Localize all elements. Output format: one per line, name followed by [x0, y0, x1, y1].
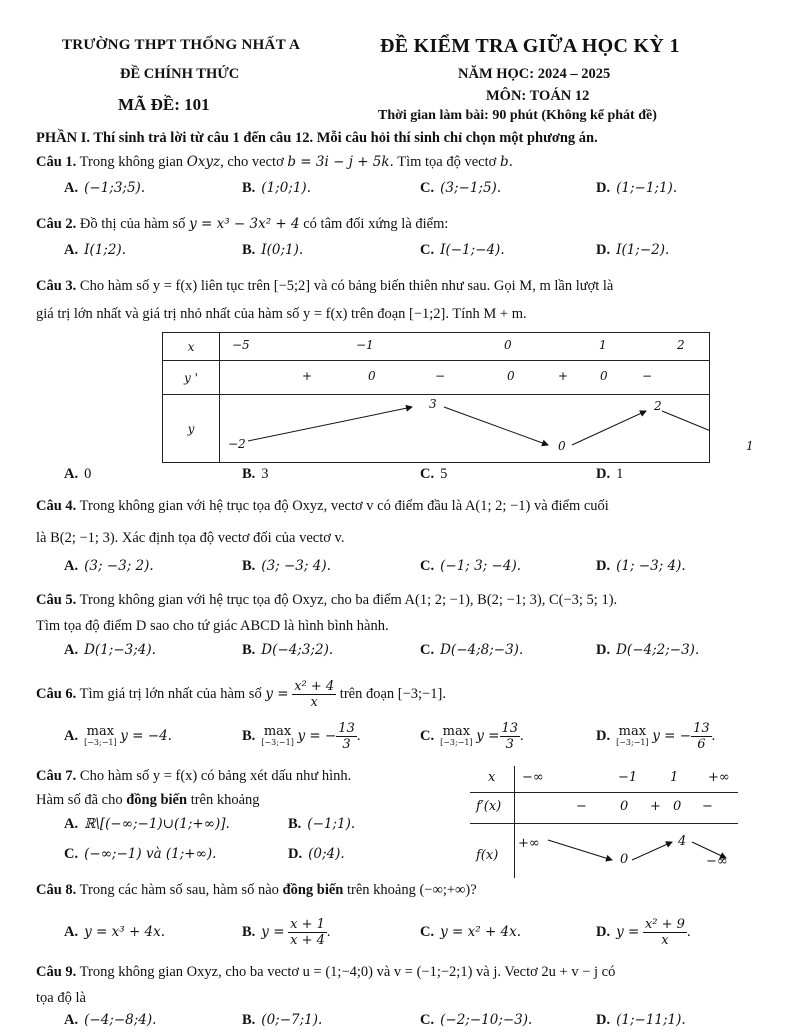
question-7-line-1: [36, 768, 351, 785]
q3-y-row: [220, 395, 754, 463]
q2-option-c[interactable]: C. I(−1;−4).: [420, 242, 505, 258]
school-year: NĂM HỌC: 2024 – 2025: [458, 66, 611, 82]
q7-x-val: 1: [670, 770, 679, 785]
q7-x-val: +∞: [708, 770, 730, 785]
q7-text-2b: đồng biến: [126, 792, 188, 808]
q7-option-b[interactable]: B. (−1;1).: [288, 816, 356, 832]
q6-y-eq: y =: [265, 686, 289, 702]
q7-option-c[interactable]: C. (−∞;−1) và (1;+∞).: [64, 846, 217, 862]
q3-option-c[interactable]: C. 5: [420, 466, 448, 482]
q9-option-b[interactable]: B. (0;−7;1).: [242, 1012, 323, 1028]
q6-option-c[interactable]: C. max [−3;−1] y = $\frac{13}{3}$ .: [420, 721, 524, 753]
q6-fraction: $\frac{\text{x² + 4}}{x}$: [294, 679, 335, 711]
q7-sign: −: [576, 799, 587, 814]
q1-text-b: , cho vectơ: [220, 154, 284, 170]
q2-option-d[interactable]: D. I(1;−2).: [596, 242, 670, 258]
q3-y-val: 1: [746, 439, 754, 453]
q7-sign: 0: [620, 799, 629, 814]
q1-text: Trong không gian: [79, 154, 184, 170]
q7-x-label: x: [488, 770, 496, 785]
q8-option-a[interactable]: A. y = x³ + 4x.: [64, 924, 166, 940]
q3-sign: −: [642, 369, 653, 383]
q3-x-val: −5: [232, 338, 250, 352]
q3-y-val: 3: [429, 397, 437, 411]
q7-f-val: −∞: [706, 854, 728, 869]
q3-sign: +: [302, 369, 313, 383]
question-5-line-2: [36, 618, 389, 635]
time-limit: Thời gian làm bài: 90 phút (Không kể phát đề): [378, 108, 657, 123]
question-4-line-1: [36, 498, 609, 515]
q1-oxyz: Oxyz: [186, 154, 221, 170]
q6-text: Tìm giá trị lớn nhất của hàm số: [79, 686, 262, 702]
part-heading: PHẦN I. Thí sinh trả lời từ câu 1 đến câu 12. Mỗi câu hỏi thí sinh chỉ chọn một phương án.: [36, 130, 598, 146]
exam-code: MÃ ĐỀ: 101: [118, 95, 210, 114]
q7-text-1: Cho hàm số y = f(x) có bảng xét dấu như hình.: [79, 768, 352, 784]
q2-option-a[interactable]: A. I(1;2).: [64, 242, 126, 258]
q8-option-d[interactable]: D. y = $\frac{\text{x² + 9}}{x}$ .: [596, 917, 691, 949]
q7-text-2a: Hàm số đã cho: [36, 792, 123, 808]
q4-options: [64, 558, 784, 580]
question-8: [36, 882, 477, 899]
q5-text-2: Tìm tọa độ điểm D sao cho tứ giác ABCD là hình bình hành.: [36, 618, 389, 634]
q3-text-2: giá trị lớn nhất và giá trị nhỏ nhất của hàm số y = f(x) trên đoạn [−1;2]. Tính M + m.: [36, 306, 527, 322]
question-2: [36, 216, 448, 233]
q3-label: Câu 3.: [36, 278, 77, 294]
q2-label: Câu 2.: [36, 216, 77, 232]
q3-sign-row: [220, 361, 710, 395]
q1-option-b[interactable]: B. (1;0;1).: [242, 180, 311, 196]
q3-x-val: 1: [599, 338, 607, 352]
q5-option-a[interactable]: A. D(1;−3;4).: [64, 642, 156, 658]
q9-text-1: Trong không gian Oxyz, cho ba vectơ u = (1;−4;0) và v = (−1;−2;1) và j. Vectơ 2u + v − j có: [79, 964, 616, 980]
q7-fp-label: f′(x): [476, 799, 502, 814]
q1-label: Câu 1.: [36, 154, 77, 170]
q3-option-b[interactable]: B. 3: [242, 466, 269, 482]
q1-options: [64, 180, 784, 202]
q3-y-label: y: [163, 395, 220, 463]
q3-x-val: −1: [356, 338, 374, 352]
q7-sign: −: [702, 799, 713, 814]
question-1: [36, 154, 513, 171]
q1-option-a[interactable]: A. (−1;3;5).: [64, 180, 146, 196]
question-3-line-1: [36, 278, 613, 295]
q9-option-a[interactable]: A. (−4;−8;4).: [64, 1012, 157, 1028]
q1-vector-b: b.: [499, 154, 513, 170]
q4-option-c[interactable]: C. (−1; 3; −4).: [420, 558, 522, 574]
q1-vector: b = 3i − j + 5k.: [287, 154, 394, 170]
q7-text-2c: trên khoảng: [190, 792, 260, 808]
q3-y-val: −2: [228, 437, 246, 451]
q8-option-c[interactable]: C. y = x² + 4x.: [420, 924, 522, 940]
q1-option-d[interactable]: D. (1;−1;1).: [596, 180, 678, 196]
q3-options: [64, 466, 784, 488]
question-5-line-1: [36, 592, 617, 609]
q1-option-c[interactable]: C. (3;−1;5).: [420, 180, 502, 196]
q3-text-1: Cho hàm số y = f(x) liên tục trên [−5;2] và có bảng biến thiên như sau. Gọi M, m lần lượt là: [79, 278, 614, 294]
q7-f-val: 0: [620, 852, 629, 867]
question-9-line-2: [36, 990, 86, 1007]
school-name: TRƯỜNG THPT THỐNG NHẤT A: [62, 37, 301, 53]
q3-x-val: 2: [677, 338, 685, 352]
exam-title: ĐỀ KIỂM TRA GIỮA HỌC KỲ 1: [380, 35, 680, 57]
question-7-line-2: [36, 792, 260, 809]
q8-text-b: trên khoảng (−∞;+∞)?: [347, 882, 477, 898]
q4-label: Câu 4.: [36, 498, 77, 514]
q7-sign: 0: [673, 799, 682, 814]
subject: MÔN: TOÁN 12: [486, 88, 590, 104]
q1-text-c: Tìm tọa độ vectơ: [397, 154, 497, 170]
q7-f-val: +∞: [518, 836, 540, 851]
q5-options: [64, 642, 784, 664]
q5-option-b[interactable]: B. D(−4;3;2).: [242, 642, 334, 658]
q4-text-1: Trong không gian với hệ trục tọa độ Oxyz, vectơ v có điểm đầu là A(1; 2; −1) và điểm cuối: [79, 498, 609, 514]
q8-text: Trong các hàm số sau, hàm số nào: [79, 882, 279, 898]
q7-option-a[interactable]: A. ℝ\[(−∞;−1)∪(1;+∞)].: [64, 816, 230, 832]
q7-f-label: f(x): [476, 848, 499, 863]
q3-option-d[interactable]: D. 1: [596, 466, 624, 482]
q7-f-val: 4: [678, 834, 687, 849]
official-label: ĐỀ CHÍNH THỨC: [120, 66, 240, 82]
q3-x-val: 0: [504, 338, 512, 352]
q3-x-label: x: [163, 333, 220, 361]
q6-text-b: trên đoạn [−3;−1].: [339, 686, 446, 702]
q3-yp-label: y ': [163, 361, 220, 395]
q2-text-b: có tâm đối xứng là điểm:: [303, 216, 449, 232]
q3-arrows: [220, 395, 710, 461]
q6-label: Câu 6.: [36, 686, 77, 702]
q6-option-b[interactable]: B. max [−3;−1] y = − $\frac{13}{3}$ .: [242, 721, 361, 753]
q7-sign: +: [650, 799, 661, 814]
q9-text-2: tọa độ là: [36, 990, 86, 1006]
q2-option-b[interactable]: B. I(0;1).: [242, 242, 304, 258]
q4-option-b[interactable]: B. (3; −3; 4).: [242, 558, 331, 574]
q4-text-2: là B(2; −1; 3). Xác định tọa độ vectơ đối của vectơ v.: [36, 530, 345, 546]
q9-options: [64, 1012, 784, 1034]
q8-label: Câu 8.: [36, 882, 77, 898]
q2-options: [64, 242, 784, 264]
q6-option-d[interactable]: D. max [−3;−1] y = − $\frac{13}{6}$ .: [596, 721, 716, 753]
q3-sign: 0: [368, 369, 376, 383]
q9-option-d[interactable]: D. (1;−11;1).: [596, 1012, 686, 1028]
q9-label: Câu 9.: [36, 964, 77, 980]
q5-option-d[interactable]: D. D(−4;2;−3).: [596, 642, 700, 658]
q7-x-val: −1: [618, 770, 638, 785]
q3-sign: 0: [600, 369, 608, 383]
q3-x-row: [220, 333, 710, 361]
q6-options: [64, 718, 784, 754]
q4-option-a[interactable]: A. (3; −3; 2).: [64, 558, 154, 574]
q7-option-d[interactable]: D. (0;4).: [288, 846, 345, 862]
q3-variation-table: [162, 332, 754, 463]
q3-sign: 0: [507, 369, 515, 383]
q3-sign: −: [435, 369, 446, 383]
q7-sign-table: [470, 766, 738, 878]
q4-option-d[interactable]: D. (1; −3; 4).: [596, 558, 686, 574]
q8-bold: đồng biến: [282, 882, 344, 898]
q3-sign: +: [558, 369, 569, 383]
question-9-line-1: [36, 964, 615, 981]
q5-label: Câu 5.: [36, 592, 77, 608]
question-3-line-2: [36, 306, 527, 323]
q7-x-val: −∞: [522, 770, 544, 785]
q7-arrows: [514, 824, 738, 878]
q8-options: [64, 914, 784, 950]
q3-y-val: 2: [654, 399, 662, 413]
q3-option-a[interactable]: A. 0: [64, 466, 92, 482]
q5-option-c[interactable]: C. D(−4;8;−3).: [420, 642, 524, 658]
question-6: [36, 676, 446, 712]
question-4-line-2: [36, 530, 344, 547]
q3-y-val: 0: [558, 439, 566, 453]
q9-option-c[interactable]: C. (−2;−10;−3).: [420, 1012, 533, 1028]
q5-text-1: Trong không gian với hệ trục tọa độ Oxyz, cho ba điểm A(1; 2; −1), B(2; −1; 3), C(−3; 5; 1).: [79, 592, 618, 608]
q2-text: Đồ thị của hàm số: [79, 216, 186, 232]
q2-function: y = x³ − 3x² + 4: [189, 216, 300, 232]
q8-option-b[interactable]: B. y = $\frac{x + 1}{x + 4}$ .: [242, 917, 331, 949]
q7-label: Câu 7.: [36, 768, 77, 784]
q6-option-a[interactable]: A. max [−3;−1] y = −4.: [64, 724, 172, 748]
